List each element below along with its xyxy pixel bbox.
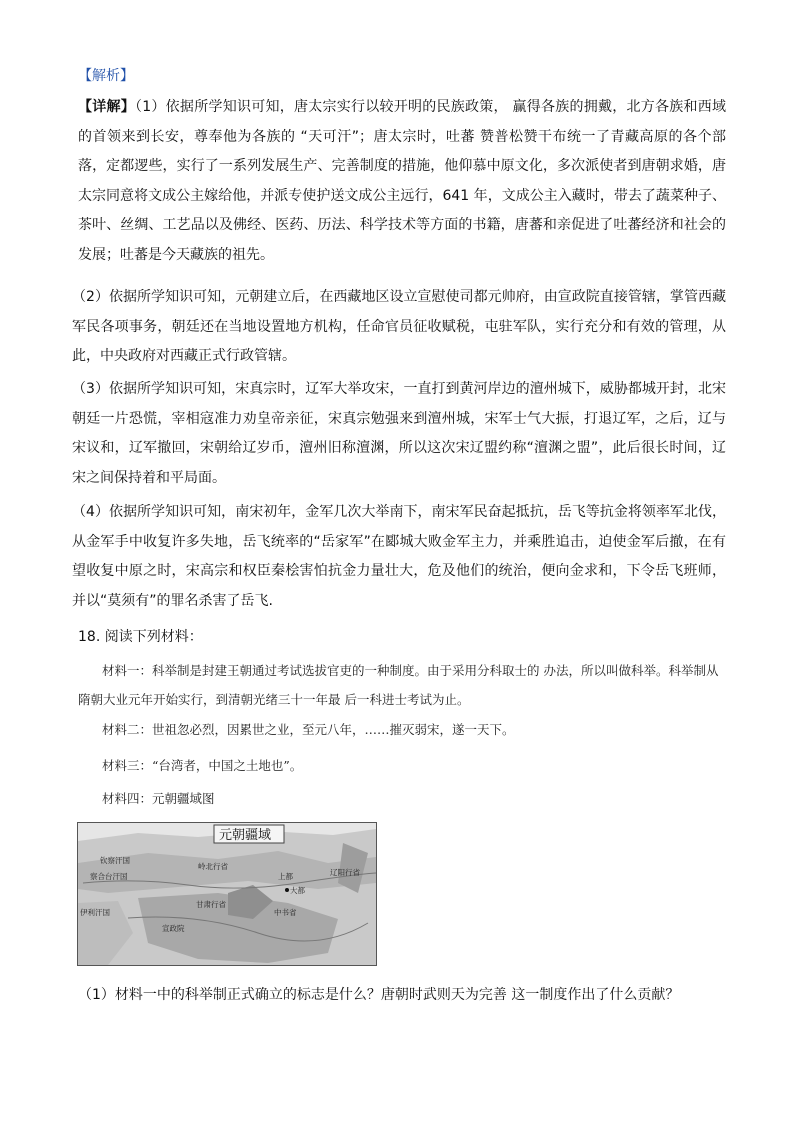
map-label-zhongshu: 中书省 xyxy=(274,908,297,917)
map-label-yili: 伊利汗国 xyxy=(80,908,110,917)
map-label-xuanzhengyuan: 宣政院 xyxy=(162,924,185,933)
map-title: 元朝疆域 xyxy=(219,828,272,843)
analysis-paragraph-4: （4）依据所学知识可知，南宋初年，金军几次大举南下，南宋军民奋起抵抗，岳飞等抗金将领率军北伐，从金军手中收复许多失地，岳飞统率的“岳家军”在郾城大败金军主力，并乘胜追击，迫使金军后撤，在有望收复中原之时，宋高宗和权臣秦桧害怕抗金力量壮大，危及他们的统治，便向金求和，下令岳飞班师，并以“莫须有”的罪名杀害了岳飞. xyxy=(72,504,726,609)
material-4: 材料四：元朝疆域图 xyxy=(102,791,215,806)
capital-marker xyxy=(285,888,289,892)
map-label-shangdu: 上都 xyxy=(278,872,293,881)
material-2: 材料二：世祖忽必烈，因累世之业，至元八年，……摧灭弱宋，遂一天下。 xyxy=(102,722,515,737)
analysis-paragraph-3: （3）依据所学知识可知，宋真宗时，辽军大举攻宋，一直打到黄河岸边的澶州城下，威胁都城开封，北宋朝廷一片恐慌，宰相寇准力劝皇帝亲征，宋真宗勉强来到澶州城，宋军士气大振，打退辽军，之后，辽与宋议和，辽军撤回，宋朝给辽岁币，澶州旧称澶渊，所以这次宋辽盟约称“澶渊之盟”，此后很长时间，辽宋之间保持着和平局面。 xyxy=(72,381,726,486)
material-3: 材料三：“台湾者，中国之土地也”。 xyxy=(102,758,303,773)
analysis-paragraph-2: （2）依据所学知识可知，元朝建立后，在西藏地区设立宣慰使司都元帅府，由宣政院直接管辖，掌管西藏军民各项事务，朝廷还在当地设置地方机构，任命官员征收赋税，屯驻军队，实行充分和有效的管理，从此，中央政府对西藏正式行政管辖。 xyxy=(72,289,726,364)
map-label-lingbei: 岭北行省 xyxy=(198,862,228,871)
analysis-heading: 【解析】 xyxy=(78,68,134,84)
map-label-gansu: 甘肃行省 xyxy=(196,900,226,909)
map-label-qincha: 钦察汗国 xyxy=(100,856,130,865)
map-label-chahetai: 察合台汗国 xyxy=(90,872,128,881)
analysis-paragraph-1-text: （1）依据所学知识可知，唐太宗实行以较开明的民族政策， 赢得各族的拥戴，北方各族和西域的首领来到长安，尊奉他为各族的 “天可汗”；唐太宗时，吐蕃 赞普松赞干布统一了青藏高原的各个部落，定都逻些，实行了一系列发展生产、完善制度的措施，他仰慕中原文化，多次派使者到唐朝求婚，唐太宗同意将文成公主嫁给他，并派专使护送文成公主远行，641 年，文成公主入藏时，带去了蔬菜种子、茶叶、丝绸、工艺品以及佛经、医药、历法、科学技术等方面的书籍，唐蕃和亲促进了吐蕃经济和社会的发展；吐蕃是今天藏族的祖先。 xyxy=(78,99,726,263)
question-18-sub-1: （1）材料一中的科举制正式确立的标志是什么？唐朝时武则天为完善 这一制度作出了什么贡献？ xyxy=(78,987,680,1003)
analysis-paragraph-1 xyxy=(78,93,726,270)
map-label-liaoyang: 辽阳行省 xyxy=(330,868,360,877)
question-18-heading: 18. 阅读下列材料： xyxy=(78,629,203,645)
detail-tag: 【详解】 xyxy=(78,99,136,115)
map-label-dadu: 大都 xyxy=(290,886,305,895)
map-graphic xyxy=(78,823,376,965)
material-1: 材料一：科举制是封建王朝通过考试选拔官吏的一种制度。由于采用分科取士的 办法，所以叫做科举。科举制从隋朝大业元年开始实行，到清朝光绪三十一年最 后一科进士考试为止。 xyxy=(78,663,719,707)
yuan-dynasty-map xyxy=(77,822,377,966)
